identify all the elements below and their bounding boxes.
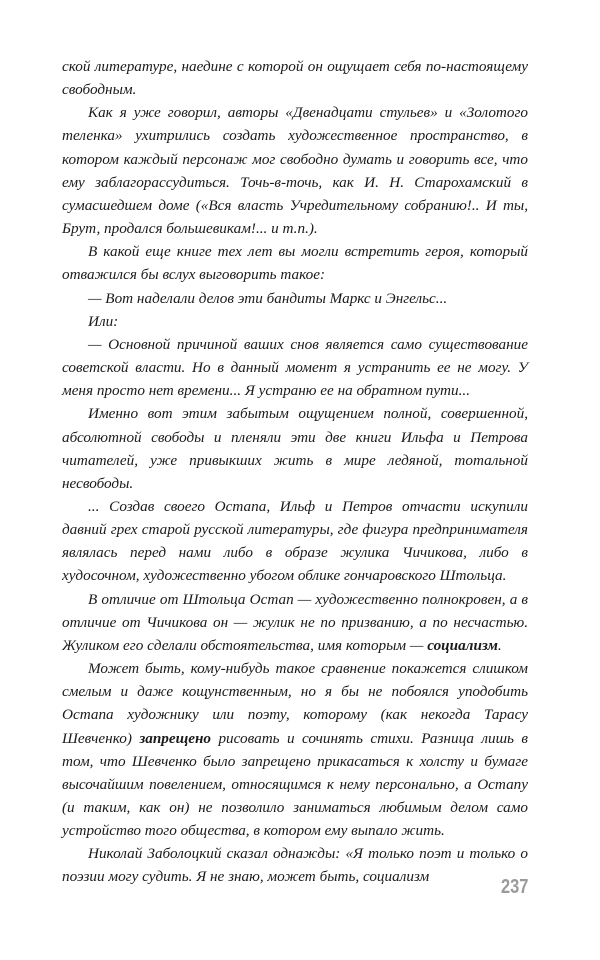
paragraph: Как я уже говорил, авторы «Двенадцати стульев» и «Золотого теленка» ухитрились создать художественное пространство, в котором каждый персонаж мог свободно думать и говорить все, что ему заблагорассудиться. Точь-в-точь, как И. Н. Старохамский в сумасшедшем доме («Вся власть Учредительному собранию!.. И ты, Брут, продался большевикам!... и т.п.). <box>62 104 528 238</box>
paragraph: ской литературе, наедине с которой он ощущает себя по-настоящему свободным. <box>62 58 528 99</box>
paragraph: ... Создав своего Остапа, Ильф и Петров отчасти искупили давний грех старой русской литературы, где фигура предпринимателя являлась перед нами либо в образе жулика Чичикова, либо в худосочном, художественно убогом облике гончаровского Штольца. <box>62 497 528 585</box>
page-number: 237 <box>500 876 528 898</box>
paragraph: Может быть, кому-нибудь такое сравнение покажется слишком смелым и даже кощунственным, но я бы не побоялся уподобить Остапа художнику или поэту, которому (как некогда Тарасу Шевченко) запрещено рисовать и сочинять стихи. Разница лишь в том, что Шевченко было запрещено прикасаться к холсту и бумаге высочайшим повелением, относящимся к нему персонально, а Остапу (и таким, как он) не позволило заниматься любимым делом само устройство того общества, в котором ему выпало жить. <box>62 660 528 840</box>
dialogue-line: — Основной причиной ваших снов является само существование советской власти. Но в данный момент я устранить ее не могу. У меня просто нет времени... Я устраню ее на обратном пути... <box>62 335 528 400</box>
emphasis-socialism: социализм <box>427 636 498 654</box>
dialogue-line: — Вот наделали делов эти бандиты Маркс и Энгельс... <box>88 289 448 307</box>
paragraph: В какой еще книге тех лет вы могли встретить героя, который отважился бы вслух выговорить такое: <box>62 243 528 284</box>
paragraph: Или: <box>88 312 119 330</box>
paragraph: Именно вот этим забытым ощущением полной, совершенной, абсолютной свободы и пленяли эти две книги Ильфа и Петрова читателей, уже привыкших жить в мире ледяной, тотальной несвободы. <box>62 405 528 492</box>
paragraph: В отличие от Штольца Остап — художественно полнокровен, а в отличие от Чичикова он — жулик не по призванию, а по несчастью. Жуликом его сделали обстоятельства, имя которым — социализм. <box>62 590 528 654</box>
emphasis-forbidden: запрещено <box>139 729 212 747</box>
paragraph: Николай Заболоцкий сказал однажды: «Я только поэт и только о поэзии могу судить. Я не знаю, может быть, социализм <box>62 845 528 886</box>
body-text <box>62 55 528 889</box>
